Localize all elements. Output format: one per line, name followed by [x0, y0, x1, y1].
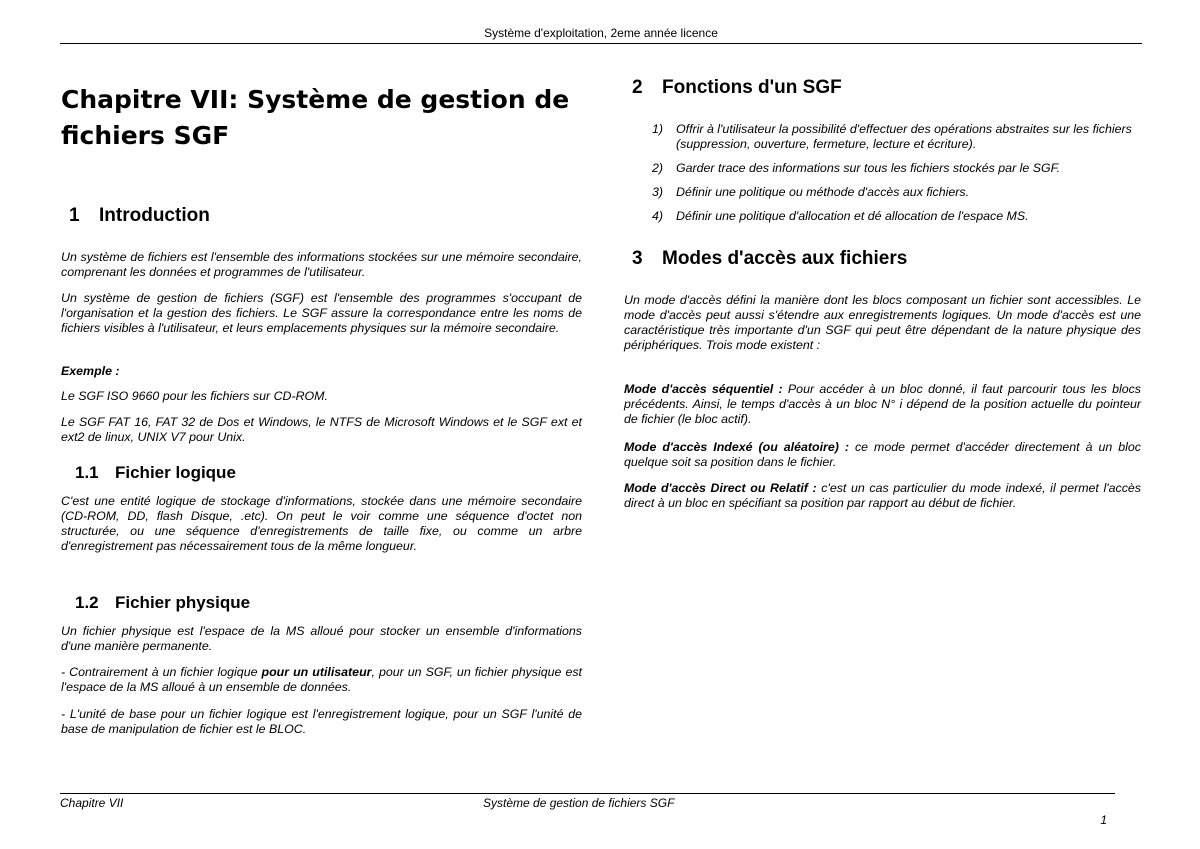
list-item [624, 161, 1141, 176]
modes-intro-paragraph: Un mode d'accès défini la manière dont les blocs composant un fichier sont accessibles. Le mode d'accès peut aussi s'étendre aux enregistrements logiques. Un mode d'accès est une caractéristique très importante d'un SGF qui peut être dépendant de la nature physique des périphériques. Trois mode existent : [624, 293, 1141, 352]
chapter-title [61, 82, 601, 154]
example-label [61, 364, 582, 379]
list-item [624, 122, 1141, 152]
page-header-text: Système d'exploitation, 2eme année licence [484, 26, 718, 40]
mode-indexe-paragraph [624, 440, 1141, 470]
physical-file-paragraph-3: - L'unité de base pour un fichier logique est l'enregistrement logique, pour un SGF l'unité de base de manipulation de fichier est le BLOC. [61, 707, 582, 736]
footer-chapter: Chapitre VII [60, 796, 124, 810]
functions-list [624, 122, 1141, 233]
section-heading-fichier-logique [61, 463, 236, 483]
logical-file-paragraph: C'est une entité logique de stockage d'informations, stockée dans une mémoire secondaire (CD-ROM, DD, flash Disque, .etc). On peut le voir comme une séquence d'octet non structurée, ou une séquence d'enregistrements de taille fixe, ou comme un arbre d'enregistrement pas nécessairement tous de la même longueur. [61, 494, 582, 553]
list-item-number: 4) [652, 209, 664, 223]
p2-post: , pour un SGF, un fichier physique est l'espace de la MS alloué à un ensemble de données. [61, 665, 582, 694]
list-item-number: 2) [652, 161, 664, 175]
footer-title: Système de gestion de fichiers SGF [483, 796, 675, 810]
physical-file-paragraph-1: Un fichier physique est l'espace de la MS alloué pour stocker un ensemble d'informations d'une manière permanente. [61, 624, 582, 653]
section-number: 1.2 [75, 593, 99, 612]
list-item-number: 3) [652, 185, 664, 199]
section-number: 2 [632, 77, 643, 98]
section-title: Introduction [99, 205, 210, 226]
section-number: 1.1 [75, 463, 99, 482]
mode-indexe-text: ce mode permet d'accéder directement à un bloc quelque soit sa position dans le fichier. [624, 440, 1141, 469]
example-label-text: Exemple : [61, 364, 120, 378]
section-heading-modes-acces [624, 248, 907, 270]
list-item-number: 1) [652, 122, 664, 136]
section-heading-introduction [61, 205, 210, 227]
mode-direct-label: Mode d'accès Direct ou Relatif : [624, 481, 817, 495]
section-number: 3 [632, 248, 643, 269]
list-item-text: Définir une politique ou méthode d'accès aux fichiers. [676, 185, 970, 199]
chapter-title-line1: Chapitre VII: Système de gestion de [61, 85, 570, 114]
mode-direct-text: c'est un cas particulier du mode indexé, il permet l'accès direct à un bloc en spécifiant sa position par rapport au début de fichier. [624, 481, 1141, 510]
intro-paragraph-1: Un système de fichiers est l'ensemble des informations stockées sur une mémoire secondaire, comprenant les données et programmes de l'utilisateur. [61, 250, 582, 279]
mode-direct-paragraph [624, 481, 1141, 511]
section-title: Fichier logique [115, 463, 236, 482]
p2-bold: pour un utilisateur [261, 665, 372, 679]
section-title: Fichier physique [115, 593, 251, 612]
list-item-text: Garder trace des informations sur tous les fichiers stockés par le SGF. [676, 161, 1061, 175]
list-item [624, 185, 1141, 200]
list-item-text: Offrir à l'utilisateur la possibilité d'effectuer des opérations abstraites sur les fichiers (suppression, ouverture, fermeture, lecture et écriture). [676, 122, 1132, 151]
intro-paragraph-2: Un système de gestion de fichiers (SGF) est l'ensemble des programmes s'occupant de l'organisation et la gestion des fichiers. Le SGF assure la correspondance entre les noms de fichiers visibles à l'utilisateur, et leurs emplacements physiques sur la mémoire secondaire. [61, 291, 582, 335]
p2-pre: - Contrairement à un fichier logique [61, 665, 262, 679]
section-title: Modes d'accès aux fichiers [662, 248, 908, 269]
section-heading-fichier-physique [61, 593, 250, 613]
mode-indexe-label: Mode d'accès Indexé (ou aléatoire) : [624, 440, 849, 454]
page-number: 1 [1100, 813, 1107, 827]
list-item [624, 209, 1141, 224]
page-header [60, 26, 1142, 44]
physical-file-paragraph-2 [61, 665, 582, 695]
example-line-2: Le SGF FAT 16, FAT 32 de Dos et Windows, le NTFS de Microsoft Windows et le SGF ext et ext2 de linux, UNIX V7 pour Unix. [61, 415, 582, 444]
mode-sequentiel-text: Pour accéder à un bloc donné, il faut parcourir tous les blocs précédents. Ainsi, le temps d'accès à un bloc N° i dépend de la position actuelle du pointeur de fichier (le bloc actif). [624, 382, 1141, 426]
section-title: Fonctions d'un SGF [662, 77, 842, 98]
page-footer [60, 793, 1115, 827]
section-heading-fonctions [624, 77, 842, 99]
chapter-title-line2: fichiers SGF [61, 121, 230, 150]
example-line-1: Le SGF ISO 9660 pour les fichiers sur CD-ROM. [61, 389, 328, 403]
mode-sequentiel-paragraph [624, 382, 1141, 427]
mode-sequentiel-label: Mode d'accès séquentiel : [624, 382, 783, 396]
list-item-text: Définir une politique d'allocation et dé allocation de l'espace MS. [676, 209, 1029, 223]
section-number: 1 [69, 205, 80, 226]
